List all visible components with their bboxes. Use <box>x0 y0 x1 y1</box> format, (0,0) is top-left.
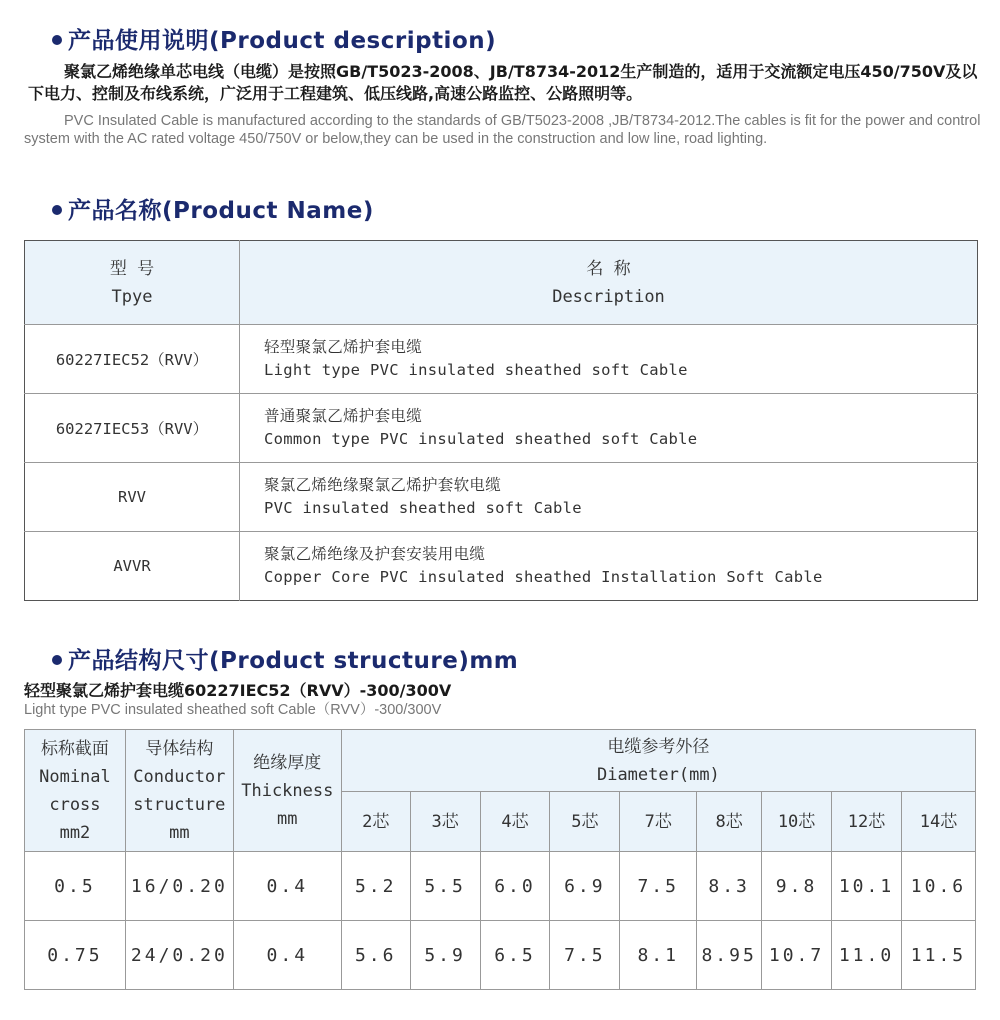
table-row <box>25 852 976 921</box>
description-cn: 聚氯乙烯绝缘聚氯乙烯护套软电缆 <box>264 476 502 494</box>
header-line: Conductor <box>133 766 226 787</box>
bullet-icon <box>52 205 62 215</box>
structure-subtitle-cn: 轻型聚氯乙烯护套电缆60227IEC52（RVV）-300/300V <box>24 681 452 700</box>
description-cell <box>240 463 978 532</box>
section-title-text: 产品结构尺寸(Product structure)mm <box>68 648 519 674</box>
description-cn-text <box>28 61 988 105</box>
header-desc-cn: 名 称 <box>586 258 631 279</box>
table-row <box>25 532 978 601</box>
header-line: Nominal <box>39 766 111 787</box>
header-conductor <box>125 730 233 852</box>
header-core: 7芯 <box>620 792 697 852</box>
description-cell <box>240 532 978 601</box>
header-core: 12芯 <box>832 792 902 852</box>
section-title-text: 产品名称(Product Name) <box>68 198 374 224</box>
header-line: cross <box>49 794 101 815</box>
description-en-span: PVC Insulated Cable is manufactured according to the standards of GB/T5023-2008 ,JB/T8734-2012.The cables is fit for the power and control system with the AC rated voltage 450/750V or below,they can be used in the construction and low line, road lighting. <box>24 113 981 147</box>
cell-diameter: 8.1 <box>620 921 697 990</box>
header-desc-en: Description <box>552 286 665 307</box>
section-title-description <box>52 22 496 55</box>
header-diameter <box>341 730 975 792</box>
description-cell <box>240 325 978 394</box>
cell-conductor: 16/0.20 <box>125 852 233 921</box>
table-row <box>25 463 978 532</box>
description-en: Copper Core PVC insulated sheathed Installation Soft Cable <box>264 568 823 586</box>
cell-diameter: 5.5 <box>410 852 480 921</box>
description-en: Common type PVC insulated sheathed soft Cable <box>264 430 698 448</box>
header-line: 标称截面 <box>40 738 109 759</box>
cell-diameter: 11.5 <box>901 921 975 990</box>
header-core: 8芯 <box>697 792 762 852</box>
cell-thickness: 0.4 <box>233 852 341 921</box>
description-cn-span: 聚氯乙烯绝缘单芯电线（电缆）是按照GB/T5023-2008、JB/T8734-2012生产制造的，适用于交流额定电压450/750V及以下电力、控制及布线系统，广泛用于工程建筑、低压线路,高速公路监控、公路照明等。 <box>28 62 978 103</box>
section-title-text: 产品使用说明(Product description) <box>68 28 497 54</box>
product-name-table <box>24 240 978 601</box>
bullet-icon <box>52 35 62 45</box>
description-cn: 聚氯乙烯绝缘及护套安装用电缆 <box>264 545 486 563</box>
header-line: mm2 <box>59 822 91 843</box>
description-cn: 普通聚氯乙烯护套电缆 <box>264 407 423 425</box>
cell-diameter: 5.9 <box>410 921 480 990</box>
header-line: structure <box>133 794 226 815</box>
cell-diameter: 11.0 <box>832 921 902 990</box>
table-row <box>25 394 978 463</box>
cell-diameter: 7.5 <box>620 852 697 921</box>
model-cell: AVVR <box>25 532 240 601</box>
header-core: 4芯 <box>480 792 550 852</box>
header-line: Diameter(mm) <box>596 764 720 785</box>
cell-diameter: 6.5 <box>480 921 550 990</box>
table-header-row <box>25 730 976 792</box>
model-cell: RVV <box>25 463 240 532</box>
header-nominal <box>25 730 126 852</box>
cell-diameter: 6.9 <box>550 852 620 921</box>
header-core: 14芯 <box>901 792 975 852</box>
description-en: PVC insulated sheathed soft Cable <box>264 499 582 517</box>
cell-diameter: 5.6 <box>341 921 410 990</box>
header-thickness <box>233 730 341 852</box>
section-title-structure <box>52 642 518 675</box>
structure-subtitle-en: Light type PVC insulated sheathed soft Cable（RVV）-300/300V <box>24 702 442 718</box>
bullet-icon <box>52 655 62 665</box>
header-line: mm <box>277 808 298 829</box>
header-type <box>25 241 240 325</box>
cell-diameter: 8.3 <box>697 852 762 921</box>
cell-nominal: 0.5 <box>25 852 126 921</box>
header-line: 导体结构 <box>145 738 214 759</box>
cell-nominal: 0.75 <box>25 921 126 990</box>
section-title-product-name <box>52 192 374 225</box>
header-line: 绝缘厚度 <box>253 752 322 773</box>
cell-thickness: 0.4 <box>233 921 341 990</box>
header-core: 10芯 <box>762 792 832 852</box>
model-cell: 60227IEC52（RVV） <box>25 325 240 394</box>
description-en: Light type PVC insulated sheathed soft Cable <box>264 361 688 379</box>
description-cell <box>240 394 978 463</box>
header-core: 2芯 <box>341 792 410 852</box>
cell-conductor: 24/0.20 <box>125 921 233 990</box>
cell-diameter: 8.95 <box>697 921 762 990</box>
table-row <box>25 921 976 990</box>
header-type-cn: 型 号 <box>109 258 155 279</box>
description-en-text <box>24 112 984 148</box>
cell-diameter: 5.2 <box>341 852 410 921</box>
header-type-en: Tpye <box>111 286 153 307</box>
cell-diameter: 9.8 <box>762 852 832 921</box>
table-row <box>25 325 978 394</box>
cell-diameter: 10.6 <box>901 852 975 921</box>
header-core: 3芯 <box>410 792 480 852</box>
model-cell: 60227IEC53（RVV） <box>25 394 240 463</box>
header-line: mm <box>169 822 190 843</box>
cell-diameter: 10.7 <box>762 921 832 990</box>
header-core: 5芯 <box>550 792 620 852</box>
cell-diameter: 6.0 <box>480 852 550 921</box>
description-cn: 轻型聚氯乙烯护套电缆 <box>264 338 423 356</box>
header-line: 电缆参考外径 <box>607 736 710 757</box>
header-description <box>240 241 978 325</box>
cell-diameter: 10.1 <box>832 852 902 921</box>
table-header-row <box>25 241 978 325</box>
cell-diameter: 7.5 <box>550 921 620 990</box>
header-line: Thickness <box>241 780 334 801</box>
structure-table <box>24 729 976 990</box>
